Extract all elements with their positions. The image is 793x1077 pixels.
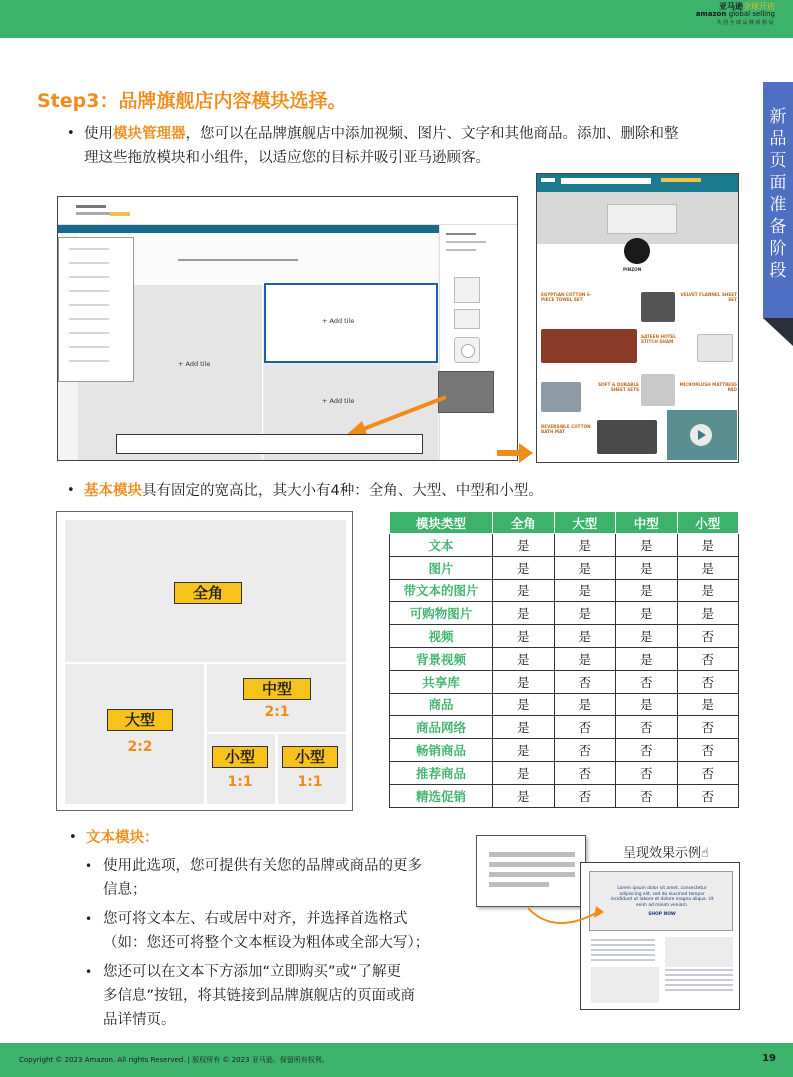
logo-en-bold: amazon [695, 10, 727, 19]
point-1-line-2: 信息； [103, 882, 147, 898]
module-type-cell: 畅销商品 [390, 739, 493, 762]
text-module-point-3 [85, 960, 473, 1032]
table-header-cell: 模块类型 [390, 512, 493, 534]
video-icon[interactable] [454, 337, 480, 363]
example-label-text: 呈现效果示例 [623, 846, 702, 861]
support-cell: 是 [493, 716, 555, 739]
support-cell: 否 [616, 784, 678, 807]
medium-label: 中型 [243, 678, 311, 700]
table-row [390, 784, 739, 807]
bullet-dot: • [67, 126, 75, 141]
side-tab-char: 新 [769, 107, 787, 127]
support-cell: 是 [493, 602, 555, 625]
support-cell: 是 [554, 693, 616, 716]
small-label-1: 小型 [212, 746, 268, 768]
support-cell: 否 [616, 761, 678, 784]
text-module-title: 文本模块： [86, 830, 159, 846]
support-cell: 是 [616, 579, 678, 602]
product-image[interactable] [541, 329, 637, 363]
support-cell: 是 [616, 534, 678, 557]
support-cell: 是 [554, 579, 616, 602]
side-tab-char: 面 [769, 173, 787, 193]
support-cell: 是 [677, 556, 739, 579]
module-type-cell: 视频 [390, 625, 493, 648]
copyright-text: Copyright © 2023 Amazon. All rights Reserved. | 版权所有 © 2023 亚马逊。保留所有权利。 [19, 1056, 329, 1064]
support-cell: 是 [554, 556, 616, 579]
text-module-point-2 [85, 907, 483, 955]
point-2-line-1: 您可将文本左、右或居中对齐，并选择首选格式 [103, 911, 408, 927]
support-cell: 是 [677, 579, 739, 602]
module-type-cell: 商品网络 [390, 716, 493, 739]
product-image[interactable] [641, 292, 675, 322]
support-cell: 是 [554, 534, 616, 557]
side-tab-char: 段 [769, 261, 787, 281]
example-shop-now: SHOP NOW [648, 912, 676, 917]
support-cell: 是 [493, 647, 555, 670]
editor-bottom-box [116, 434, 423, 454]
side-tab-char: 准 [769, 195, 787, 215]
store-preview-screenshot [536, 173, 739, 463]
support-cell: 是 [616, 693, 678, 716]
intro-highlight: 模块管理器 [113, 126, 186, 142]
top-bar [0, 0, 793, 38]
module-support-table [389, 511, 739, 808]
step-title: Step3：品牌旗舰店内容模块选择。 [37, 90, 347, 112]
bullet-dot: • [85, 859, 93, 873]
support-cell: 否 [677, 761, 739, 784]
support-cell: 是 [677, 602, 739, 625]
basic-modules-bullet [67, 479, 684, 503]
page-number: 19 [762, 1053, 776, 1064]
text-module-point-1 [85, 854, 473, 902]
small-tile-2 [278, 734, 346, 804]
logo-en: global selling [728, 10, 775, 19]
add-tile-label[interactable]: + Add tile [178, 360, 211, 368]
side-tab-char: 阶 [769, 239, 787, 259]
store-section-5: MICROPLUSH MATTRESS PAD [679, 382, 737, 392]
module-type-cell: 背景视频 [390, 647, 493, 670]
medium-ratio: 2:1 [264, 704, 290, 720]
intro-text-2: 理这些拖放模块和小组件，以适应您的目标并吸引亚马逊顾客。 [84, 150, 490, 166]
point-2-line-2: （如：您还可将整个文本框设为粗体或全部大写）； [103, 935, 430, 951]
table-row [390, 647, 739, 670]
support-cell: 是 [677, 693, 739, 716]
table-header-cell: 中型 [616, 512, 678, 534]
table-header-row [390, 512, 739, 534]
small-ratio-1: 1:1 [227, 774, 253, 790]
store-section-4: SOFT & DURABLE SHEET SETS [598, 382, 639, 392]
table-row [390, 602, 739, 625]
support-cell: 是 [554, 647, 616, 670]
image-icon[interactable] [454, 277, 480, 303]
full-width-label: 全角 [174, 582, 242, 604]
footer-bar [0, 1043, 793, 1077]
table-header-cell: 全角 [493, 512, 555, 534]
basic-modules-text: 具有固定的宽高比，其大小有4种：全角、大型、中型和小型。 [142, 483, 543, 499]
point-3-line-3: 品详情页。 [103, 1012, 176, 1028]
module-type-cell: 文本 [390, 534, 493, 557]
support-cell: 否 [677, 784, 739, 807]
table-row [390, 739, 739, 762]
module-type-cell: 可购物图片 [390, 602, 493, 625]
bullet-dot: • [69, 830, 77, 845]
curved-arrow-icon [524, 888, 604, 938]
support-cell: 否 [554, 670, 616, 693]
table-row [390, 716, 739, 739]
support-cell: 是 [616, 647, 678, 670]
module-type-cell: 带文本的图片 [390, 579, 493, 602]
intro-bullet [67, 122, 764, 170]
product-image[interactable] [641, 374, 675, 406]
example-label [623, 842, 709, 861]
store-section-1: EGYPTIAN COTTON 6-PIECE TOWEL SET [541, 292, 592, 302]
brand-logo [624, 238, 650, 264]
side-tab-char: 品 [769, 129, 787, 149]
hero-bed-image [607, 204, 677, 234]
product-image[interactable] [541, 382, 581, 412]
store-section-6: REVERSIBLE COTTON BATH MAT [541, 424, 591, 434]
small-ratio-2: 1:1 [297, 774, 323, 790]
tile-top-right[interactable] [264, 283, 438, 363]
support-cell: 否 [554, 739, 616, 762]
support-cell: 是 [554, 625, 616, 648]
support-cell: 否 [677, 625, 739, 648]
table-row [390, 761, 739, 784]
table-row [390, 625, 739, 648]
store-topnav [537, 174, 738, 192]
support-cell: 否 [554, 716, 616, 739]
support-cell: 是 [493, 534, 555, 557]
example-hero-block [589, 871, 733, 931]
large-tile [65, 664, 204, 804]
support-cell: 是 [493, 625, 555, 648]
support-cell: 是 [616, 556, 678, 579]
support-cell: 否 [677, 716, 739, 739]
logo-slogan: 共创全球品牌新格局 [716, 19, 775, 26]
point-3-line-2: 多信息”按钮，将其链接到品牌旗舰店的页面或商 [103, 988, 416, 1004]
amazon-global-selling-logo [696, 3, 775, 26]
support-cell: 否 [616, 716, 678, 739]
support-cell: 是 [616, 625, 678, 648]
support-cell: 是 [677, 534, 739, 557]
bullet-dot: • [85, 965, 93, 979]
table-row [390, 534, 739, 557]
table-row [390, 579, 739, 602]
support-cell: 否 [677, 739, 739, 762]
support-cell: 否 [677, 670, 739, 693]
side-section-tab [763, 82, 793, 318]
support-cell: 是 [616, 602, 678, 625]
support-cell: 是 [493, 579, 555, 602]
support-cell: 否 [616, 739, 678, 762]
tile-size-diagram [56, 511, 353, 811]
module-manager-screenshot [57, 196, 518, 461]
support-cell: 否 [616, 670, 678, 693]
product-image[interactable] [597, 420, 657, 454]
text-module-bullet [69, 826, 159, 850]
support-cell: 否 [554, 784, 616, 807]
support-cell: 是 [493, 556, 555, 579]
side-tab-tail [763, 318, 793, 346]
small-label-2: 小型 [282, 746, 338, 768]
support-cell: 是 [493, 761, 555, 784]
add-tile-label[interactable]: + Add tile [322, 397, 355, 405]
intro-prefix: 使用 [84, 126, 113, 142]
table-row [390, 693, 739, 716]
bullet-dot: • [85, 912, 93, 926]
store-section-2: VELVET FLANNEL SHEET SET [680, 292, 737, 302]
module-type-cell: 精选促销 [390, 784, 493, 807]
table-row [390, 670, 739, 693]
product-image[interactable] [697, 334, 733, 362]
point-3-line-1: 您还可以在文本下方添加“立即购买”或“了解更 [103, 964, 402, 980]
module-type-cell: 图片 [390, 556, 493, 579]
store-brand: PINZON [623, 267, 642, 272]
play-icon[interactable] [690, 424, 712, 446]
support-cell: 是 [493, 784, 555, 807]
arrow-right-icon [497, 441, 535, 465]
table-header-cell: 小型 [677, 512, 739, 534]
support-cell: 否 [677, 647, 739, 670]
banner-line [178, 259, 298, 261]
basic-modules-highlight: 基本模块 [84, 483, 142, 499]
bullet-dot: • [67, 483, 75, 498]
example-lorem: Lorem ipsum dolor sit amet, consectetur adipiscing elit, sed do eiusmod tempor incididunt ut labore et dolore magna aliqua. Ut enim ad minim veniam. [610, 886, 714, 908]
module-type-cell: 共享库 [390, 670, 493, 693]
table-row [390, 556, 739, 579]
small-tile-1 [207, 734, 275, 804]
side-tab-char: 备 [769, 217, 787, 237]
large-label: 大型 [107, 709, 173, 731]
support-cell: 否 [554, 761, 616, 784]
add-tile-label[interactable]: + Add tile [322, 317, 355, 325]
table-header-cell: 大型 [554, 512, 616, 534]
support-cell: 是 [493, 670, 555, 693]
logo-cn: 亚马逊 [719, 2, 743, 11]
module-dropdown-menu[interactable] [58, 237, 134, 382]
support-cell: 是 [493, 693, 555, 716]
text-icon[interactable] [454, 309, 480, 329]
module-type-cell: 推荐商品 [390, 761, 493, 784]
logo-highlight: 全球开店 [743, 2, 775, 11]
support-cell: 是 [554, 602, 616, 625]
side-tab-char: 页 [769, 151, 787, 171]
store-section-3: SATEEN HOTEL STITCH SHAM [641, 334, 676, 344]
support-cell: 是 [493, 739, 555, 762]
intro-text-1: ，您可以在品牌旗舰店中添加视频、图片、文字和其他商品。添加、删除和整 [185, 126, 679, 142]
large-ratio: 2:2 [127, 739, 153, 755]
module-type-cell: 商品 [390, 693, 493, 716]
example-result-image [580, 862, 740, 1010]
pointer-hand-icon: ☝ [701, 846, 709, 861]
editor-header [58, 197, 517, 225]
point-1-line-1: 使用此选项，您可提供有关您的品牌或商品的更多 [103, 858, 422, 874]
